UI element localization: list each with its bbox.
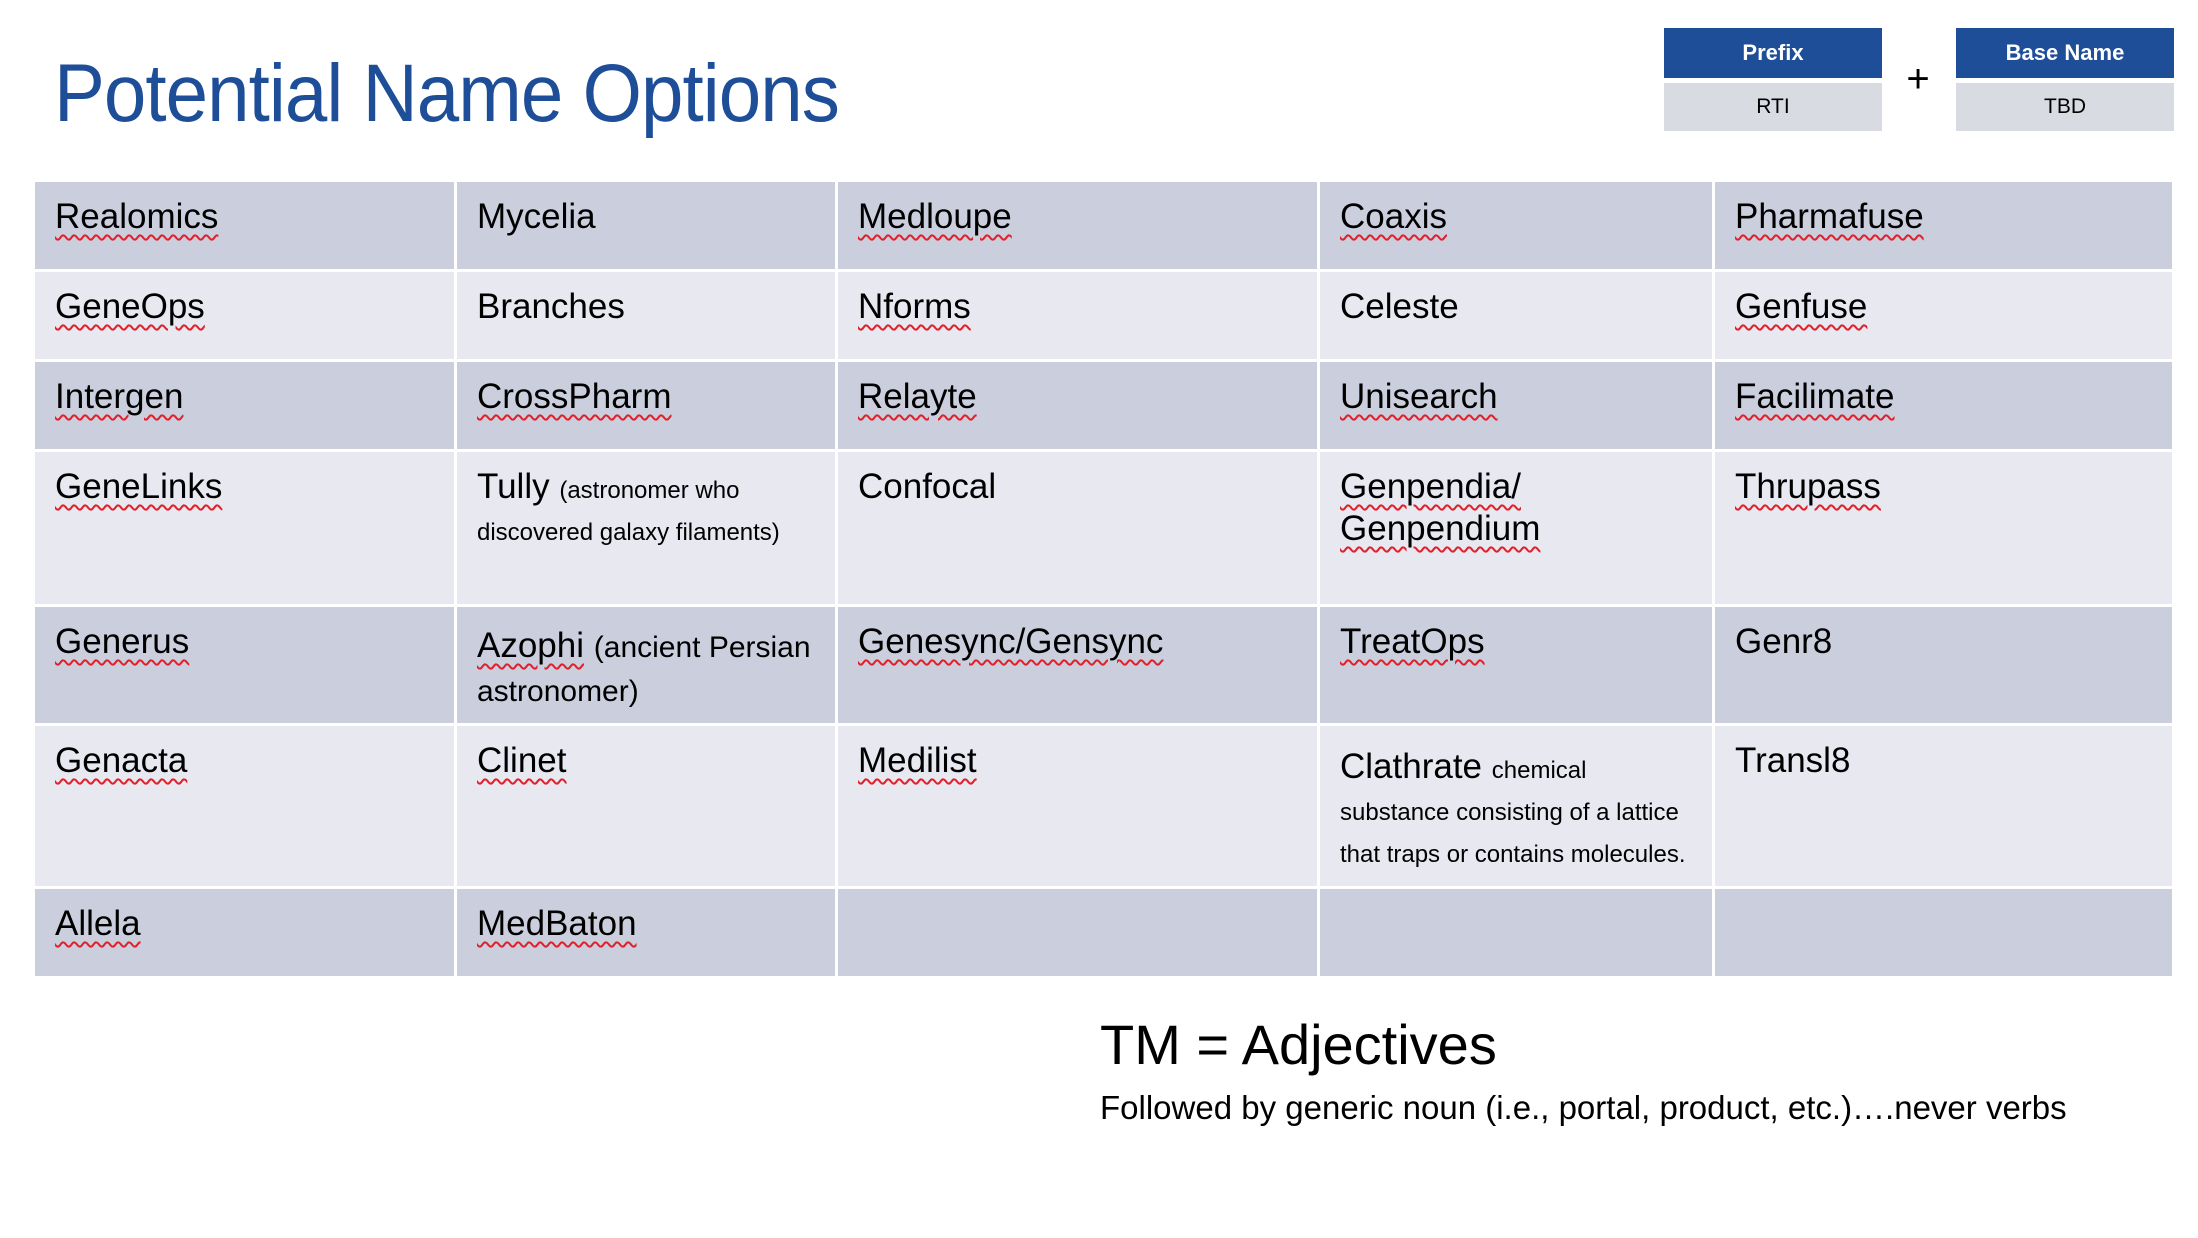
prefix-box [1664, 28, 1882, 131]
name-option: Pharmafuse [1735, 197, 1924, 236]
name-option: MedBaton [477, 904, 637, 943]
name-option: Generus [55, 622, 190, 661]
table-cell [34, 271, 456, 361]
name-option: Branches [477, 287, 625, 326]
table-cell [1319, 451, 1714, 606]
table-row [34, 451, 2174, 606]
table-cell [456, 361, 837, 451]
table-cell [34, 725, 456, 888]
table-cell [456, 451, 837, 606]
table-cell [837, 888, 1319, 978]
name-option: Tully [477, 467, 550, 506]
name-option: Mycelia [477, 197, 596, 236]
name-option: GeneLinks [55, 467, 223, 506]
name-option: Genpendia/ [1340, 467, 1521, 506]
name-note: (ancient Persian astronomer) [477, 631, 811, 708]
table-cell [34, 361, 456, 451]
name-option: Realomics [55, 197, 219, 236]
base-name-value: TBD [1956, 83, 2174, 131]
table-cell [1714, 606, 2174, 725]
table-cell [837, 181, 1319, 271]
tm-subtext: Followed by generic noun (i.e., portal, product, etc.)….never verbs [1100, 1089, 2067, 1126]
table-cell [837, 361, 1319, 451]
table-cell [1714, 451, 2174, 606]
table-row [34, 271, 2174, 361]
name-option: Facilimate [1735, 377, 1895, 416]
table-cell [34, 181, 456, 271]
table-cell [34, 888, 456, 978]
name-option: Genesync/Gensync [858, 622, 1164, 661]
table-cell [837, 271, 1319, 361]
table-cell [1714, 271, 2174, 361]
table-cell [1714, 725, 2174, 888]
table-cell [837, 606, 1319, 725]
name-option: Genpendium [1340, 509, 1541, 548]
name-option: Clinet [477, 741, 567, 780]
table-cell [1319, 271, 1714, 361]
page-title: Potential Name Options [54, 48, 839, 139]
base-name-label: Base Name [1956, 28, 2174, 78]
name-note: (astronomer who discovered galaxy filaments) [477, 477, 780, 546]
table-row [34, 361, 2174, 451]
table-row [34, 181, 2174, 271]
name-option: Relayte [858, 377, 977, 416]
table-cell [1319, 181, 1714, 271]
table-cell [456, 271, 837, 361]
name-option: Nforms [858, 287, 971, 326]
tm-heading: TM = Adjectives [1100, 1013, 1497, 1076]
name-option: Celeste [1340, 287, 1459, 326]
name-option: Confocal [858, 467, 997, 506]
table-row [34, 888, 2174, 978]
name-option: CrossPharm [477, 377, 672, 416]
prefix-label: Prefix [1664, 28, 1882, 78]
table-cell [1319, 888, 1714, 978]
table-cell [456, 888, 837, 978]
table-cell [1319, 361, 1714, 451]
table-cell [456, 181, 837, 271]
table-row [34, 606, 2174, 725]
name-options-table [32, 179, 2175, 979]
name-option: Unisearch [1340, 377, 1498, 416]
prefix-value: RTI [1664, 83, 1882, 131]
name-option: TreatOps [1340, 622, 1485, 661]
name-option: Genr8 [1735, 622, 1833, 661]
name-option: GeneOps [55, 287, 205, 326]
table-cell [1714, 888, 2174, 978]
name-option: Genfuse [1735, 287, 1868, 326]
name-option: Genacta [55, 741, 188, 780]
name-option: Transl8 [1735, 741, 1851, 780]
plus-sign: + [1906, 57, 1930, 101]
table-cell [34, 606, 456, 725]
table-cell [34, 451, 456, 606]
table-cell [456, 725, 837, 888]
table-cell [1714, 361, 2174, 451]
name-note: chemical substance consisting of a lattice that traps or contains molecules. [1340, 757, 1686, 868]
name-option: Medloupe [858, 197, 1012, 236]
table-cell [456, 606, 837, 725]
name-option: Coaxis [1340, 197, 1447, 236]
base-name-box [1956, 28, 2174, 131]
name-option: Clathrate [1340, 747, 1483, 786]
name-option: Intergen [55, 377, 184, 416]
table-cell [1319, 725, 1714, 888]
name-option: Azophi [477, 626, 585, 665]
table-row [34, 725, 2174, 888]
table-cell [1714, 181, 2174, 271]
name-option: Allela [55, 904, 141, 943]
table-cell [837, 725, 1319, 888]
name-option: Medilist [858, 741, 977, 780]
table-cell [1319, 606, 1714, 725]
name-option: Thrupass [1735, 467, 1881, 506]
table-cell [837, 451, 1319, 606]
